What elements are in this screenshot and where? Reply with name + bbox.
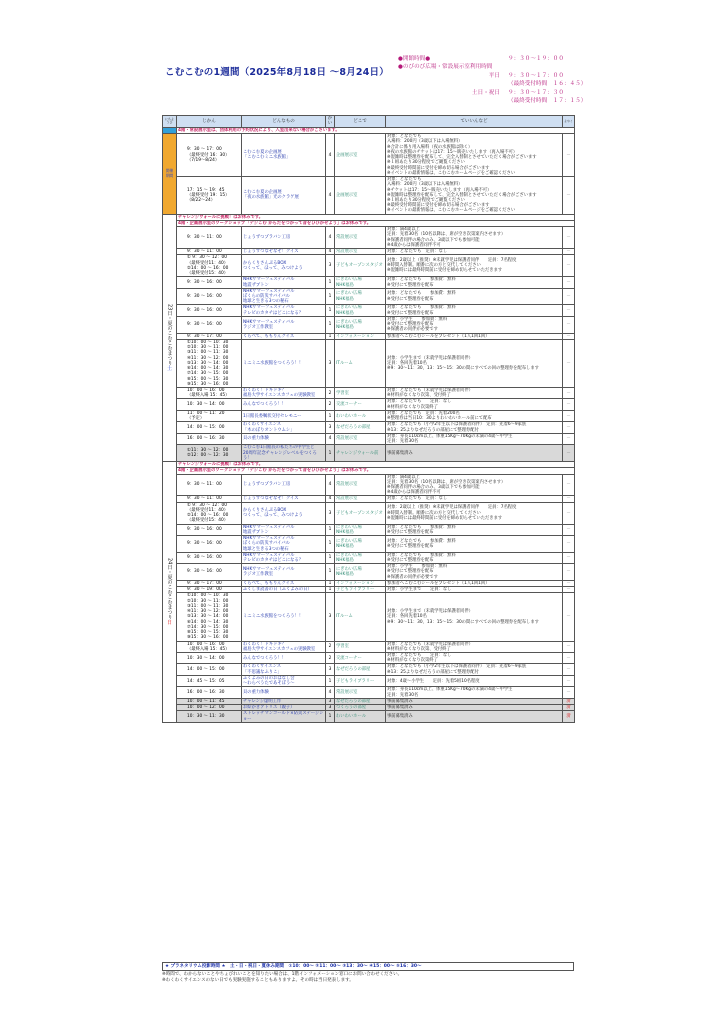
footer xyxy=(162,962,574,984)
event-name: みんなでつくろう！！ xyxy=(242,399,326,410)
event-time: 9：30 ～ 11：00 xyxy=(177,474,242,496)
event-place: わいわいホール xyxy=(335,410,386,421)
event-place: 企画展示室 xyxy=(335,177,386,215)
table-row xyxy=(163,410,575,421)
header-when: じかん xyxy=(177,116,242,128)
event-name: ミニミニ水族館をつくろう！！ xyxy=(242,339,326,387)
event-mark: － xyxy=(563,277,575,288)
event-floor: 4 xyxy=(326,249,335,255)
event-name: じょうずつなぞなぞ！クイズ xyxy=(242,496,326,502)
day-notice-2: 4階・企画展示室のワークショップ「デジこむ からだをつかって音をひびかせよう」はお休みです。 xyxy=(177,220,575,226)
event-mark: － xyxy=(563,687,575,698)
event-mark: 済 xyxy=(563,705,575,711)
event-detail: 対象：2歳以上（推奨）※未就学児は保護者同伴 定員：7名程度 ※時間入替制。順番に次の方と交代してください ※混雑時には最終時間前に受付を締め切らせていただきます xyxy=(386,502,563,524)
event-name: こむこむ夏の企画展 「こむこむミニ水族館」 xyxy=(242,134,326,177)
event-floor: 1 xyxy=(326,316,335,333)
event-detail: 対象：小学生 参加費：無料 ※受付にて整理券を配布 ※保護者の同伴が必要です xyxy=(386,316,563,333)
event-detail: 対象：どなたでも（小学2年生以下は保護者同伴） 定員：先着6～9家族 ※13：25よりなぜだろうの部屋にて整理券配付 xyxy=(386,664,563,675)
hours-value: （最終受付時間 １６：４５） xyxy=(508,81,587,88)
event-mark: － xyxy=(563,536,575,553)
event-place: 子どもライブラリー xyxy=(335,675,386,686)
event-name: こむこむ夏の企画展 「夜の水族館」光のクラゲ展 xyxy=(242,177,326,215)
table-row xyxy=(163,255,575,277)
hours-value: ９：３０～１７：００ xyxy=(508,72,564,79)
event-mark: － xyxy=(563,333,575,339)
hours-line xyxy=(398,63,586,71)
event-detail: 対象：どなたでも（小学2年生以下は保護者同伴） 定員：先着6～9家族 ※13：25よりなぜだろうの部屋にて整理券配付 xyxy=(386,422,563,433)
header-floor: かい xyxy=(326,116,335,128)
event-mark: － xyxy=(563,255,575,277)
event-mark: － xyxy=(563,593,575,641)
event-time: 9：30 ～ 16：00 xyxy=(177,316,242,333)
hours-line xyxy=(398,97,586,105)
footer-note-2: ※わくわくサイエンスのない日でも実験実施することもありますよ。その時は当日発表します。 xyxy=(162,978,354,984)
event-time: 10：00 ～ 12：00 xyxy=(177,705,242,711)
table-row xyxy=(163,433,575,444)
event-place: にぎわい広場 NHK福島 xyxy=(335,305,386,316)
event-detail: 対象：どなたでも 定員：なし xyxy=(386,496,563,502)
event-mark: － xyxy=(563,422,575,433)
event-mark: － xyxy=(563,675,575,686)
table-row xyxy=(163,134,575,177)
event-name: ミニミニ水族館をつくろう！！ xyxy=(242,593,326,641)
event-floor: 1 xyxy=(326,288,335,305)
event-floor: 1 xyxy=(326,524,335,535)
event-detail: 対象：身長110cm以上、体重15Kg～70Kgの未満の4歳～中学生 定員：先着30名 xyxy=(386,687,563,698)
event-mark: － xyxy=(563,410,575,421)
event-time: 10：30 ～ 11：30 xyxy=(177,711,242,722)
table-row xyxy=(163,288,575,305)
event-detail: 対象：どなたでも（未就学児は保護者同伴） ※材料がなくなり次第、受付終了 xyxy=(386,641,563,652)
hours-label xyxy=(398,80,508,88)
event-name: くらべて、ももりんクイズ xyxy=(242,333,326,339)
day-label xyxy=(163,214,177,461)
event-detail: 事前募集済み xyxy=(386,445,563,462)
page-title: こむこむの1週間（2025年8月18日 ～8月24日） xyxy=(165,67,389,78)
event-name: NHKサマーフェスティバル 地震ザブトン xyxy=(242,524,326,535)
event-floor: 4 xyxy=(326,227,335,249)
table-row xyxy=(163,399,575,410)
table-row xyxy=(163,177,575,215)
event-place: にぎわい広場 NHK福島 xyxy=(335,552,386,563)
event-time: 14：00 ～ 15：00 xyxy=(177,664,242,675)
event-time: 9：30 ～ 16：00 xyxy=(177,564,242,581)
hours-line xyxy=(398,80,586,88)
event-floor: 1 xyxy=(326,675,335,686)
event-mark: － xyxy=(563,524,575,535)
hours-line xyxy=(398,89,586,97)
event-time: 14：45 ～ 15：05 xyxy=(177,675,242,686)
event-time: ①10：00 ～ 10：30 ②10：30 ～ 11：00 ③11：00 ～ 11：30 ④11：30 ～ 12：00 ⑤13：30 ～ 14：00 ⑥14：00 ～ 14：30 ⑦14：30 ～ 15：00 ⑧15：00 ～ 15：30 ⑨15：30 ～ 16：00 xyxy=(177,339,242,387)
table-row xyxy=(163,711,575,722)
table-row xyxy=(163,445,575,462)
event-detail: 対象：4歳～小学生 定員：先着5組10名程度 xyxy=(386,675,563,686)
event-place: インフォメーション xyxy=(335,580,386,586)
table-header-row xyxy=(163,116,575,128)
table-row xyxy=(163,675,575,686)
event-place: 常設展示室 xyxy=(335,249,386,255)
event-name: NHKサマーフェスティバル テレビのカタチはどこになる？ xyxy=(242,305,326,316)
event-floor: 4 xyxy=(326,474,335,496)
event-name: じょうずつプラバン工房 xyxy=(242,227,326,249)
event-mark: － xyxy=(563,249,575,255)
header-where: どこで xyxy=(335,116,386,128)
event-detail: 対象：どなたでも 定員：先着200名 ※整理券は当日10：30よりわいわいホール前にて配布 xyxy=(386,410,563,421)
day-notice-2: 4階・企画展示室のワークショップ「デジこむ からだをつかって音をひびかせよう」はお休みです。 xyxy=(177,468,575,474)
event-detail: 対象：どなたでも 定員：なし ※材料がなくなり次第終了 xyxy=(386,399,563,410)
event-floor: 2 xyxy=(326,641,335,652)
table-row xyxy=(163,664,575,675)
event-mark: － xyxy=(563,399,575,410)
event-floor: 3 xyxy=(326,664,335,675)
event-mark: － xyxy=(563,564,575,581)
table-row xyxy=(163,564,575,581)
event-time: 10：00 ～ 16：00 （最終入場 15：45） xyxy=(177,387,242,398)
event-place: にぎわい広場 NHK福島 xyxy=(335,524,386,535)
event-place: なぜだろうの部屋 xyxy=(335,422,386,433)
event-name: ふくよみの日のおはなし会 ～わらべうたであそぼう～ xyxy=(242,675,326,686)
event-place: 常設展示室 xyxy=(335,474,386,496)
event-detail: 対象：どなたでも 定員：なし xyxy=(386,249,563,255)
planetarium-schedule: ★ プラネタリウム投影時間 ★ 土・日・祝日・夏休み期間 ①10：00～ ②11：00～ ③13：30～ ④15：00～ ⑤16：30～ xyxy=(162,962,574,971)
event-mark: － xyxy=(563,502,575,524)
event-time: 10：00 ～ 11：45 xyxy=(177,698,242,704)
event-place: 交流コーナー xyxy=(335,653,386,664)
table-row xyxy=(163,387,575,398)
event-floor: 1 xyxy=(326,587,335,593)
event-place: 常設展示室 xyxy=(335,227,386,249)
hours-label: ●のびのび広場・常設展示室利用時間 xyxy=(398,64,493,71)
event-time: ① 9：30 ～ 12：00 （最終受付11：40） ②14：00 ～ 16：00 （最終受付15：40） xyxy=(177,255,242,277)
event-floor: 3 xyxy=(326,255,335,277)
table-row xyxy=(163,305,575,316)
event-time: 9：30 ～ 19：00 xyxy=(177,587,242,593)
event-time: 9：30 ～ 16：00 xyxy=(177,288,242,305)
event-name: からくりさんぷるBOX つくって、ほって、みつけよう xyxy=(242,255,326,277)
hours-label xyxy=(398,97,508,105)
event-name: ふくしま読書の日（ふくよみの日） xyxy=(242,587,326,593)
event-mark: － xyxy=(563,177,575,215)
event-name: 貝の重力体験 xyxy=(242,687,326,698)
event-mark: － xyxy=(563,580,575,586)
event-detail: 参加者へこむこむシールをプレゼント（1人1回1回） xyxy=(386,580,563,586)
day-date: 23日・夏のこむこむまつり xyxy=(166,304,173,366)
day-of-week: 土 xyxy=(166,365,172,372)
event-floor: 3 xyxy=(326,422,335,433)
hours-value: （最終受付時間 １７：１５） xyxy=(508,97,587,104)
event-time: 9：30 ～ 16：00 xyxy=(177,277,242,288)
table-row xyxy=(163,653,575,664)
hours-value: ９：３０～１９：００ xyxy=(508,56,564,62)
event-name: みんなでつくろう！！ xyxy=(242,653,326,664)
event-mark: － xyxy=(563,653,575,664)
event-name: お絵かきアトリエ（親子） xyxy=(242,705,326,711)
event-detail: 事前募集済み xyxy=(386,705,563,711)
event-place: 常設展示室 xyxy=(335,433,386,444)
event-time: 9：30 ～ 11：00 xyxy=(177,227,242,249)
event-name: NHKサマーフェスティバル ラジオ工作教室 xyxy=(242,316,326,333)
table-row xyxy=(163,277,575,288)
event-name: ストレッチマンゴールド×防災ステージショー xyxy=(243,711,324,722)
event-mark: － xyxy=(563,496,575,502)
event-detail: 対象：どなたでも 参加費：無料 ※受付にて整理券を配布 xyxy=(386,552,563,563)
event-name: わくわく！ドキドキ？ 福島大学サイエンスカフェの実験教室 xyxy=(242,641,326,652)
event-floor: 1 xyxy=(326,277,335,288)
event-floor: 4 xyxy=(326,496,335,502)
day-label xyxy=(163,462,177,723)
event-detail: 対象：どなたでも（未就学児は保護者同伴） ※材料がなくなり次第、受付終了 xyxy=(386,387,563,398)
event-floor: 1 xyxy=(326,711,335,722)
event-place: にぎわい広場 NHK福島 xyxy=(335,564,386,581)
table-row xyxy=(163,474,575,496)
event-place: チャレンジウォール前 xyxy=(335,445,386,462)
event-name: わくわくサイエンス 「不思議なふりこ」 xyxy=(242,664,326,675)
event-time: 16：00 ～ 16：30 xyxy=(177,433,242,444)
table-row xyxy=(163,502,575,524)
event-time: ①11：30 ～ 12：00 ②12：00 ～ 12：30 xyxy=(177,445,242,462)
event-detail: 対象：どなたでも 参加費：無料 ※受付にて整理券を配布 xyxy=(386,277,563,288)
event-floor: 4 xyxy=(326,687,335,698)
event-time: 9：30 ～ 11：00 xyxy=(177,249,242,255)
day-date: 24日・夏のこむこむまつり xyxy=(166,558,173,620)
event-floor: 1 xyxy=(326,410,335,421)
event-time: ① 9：30 ～ 12：00 （最終受付11：40） ②14：00 ～ 16：00 （最終受付15：40） xyxy=(177,502,242,524)
event-place: なぜだろうの部屋 xyxy=(335,664,386,675)
event-time: 9：30 ～ 16：00 xyxy=(177,305,242,316)
event-place: 常設展示室 xyxy=(335,496,386,502)
event-name: わくわくサイエンス 「木のぼりオントウムシ」 xyxy=(242,422,326,433)
event-mark: － xyxy=(563,445,575,462)
event-mark: － xyxy=(563,134,575,177)
period-label: 開催期間 xyxy=(163,134,177,215)
event-detail: 対象：どなたでも 参加費：無料 ※受付にて整理券を配布 xyxy=(386,524,563,535)
event-place: 学習室 xyxy=(335,641,386,652)
event-time: 11：00 ～ 11：20 （予定） xyxy=(177,410,242,421)
event-mark: － xyxy=(563,288,575,305)
event-mark: － xyxy=(563,641,575,652)
event-name: こむこむ1日館長の私たちの中学生と 20周年記念チャレンジレベルをつくろう！ xyxy=(242,445,326,462)
event-floor: 1 xyxy=(326,552,335,563)
header-day: にちようび xyxy=(163,116,177,128)
event-floor: 4 xyxy=(326,134,335,177)
event-time: 10：00 ～ 16：00 （最終入場 15：45） xyxy=(177,641,242,652)
table-row xyxy=(163,316,575,333)
hours-label: 土日・祝日 xyxy=(472,89,500,96)
event-mark: － xyxy=(563,387,575,398)
event-place: ITルーム xyxy=(335,339,386,387)
event-place: つくろうの部屋 xyxy=(335,705,386,711)
event-detail: 対象：どなたでも 入場料：200円（3歳以下は入場無料） ※合計に係り用入場料（夜の水族館は除く） ※夜の水族館のチケットは17：15～販売いたします（再入場不可） ※混雑時は整理券を配布して、完全入替制とさせていただく場合がございます ※１組あたり30分程度でご観覧ください ※最終受付時間前に受付を締め切る場合がございます ※イベントの最新情報は、こむこむホームページをご確認ください xyxy=(386,134,563,177)
event-place: 常設展示室 xyxy=(335,687,386,698)
table-row xyxy=(163,552,575,563)
event-detail: 対象：小学生 参加費：無料 ※受付にて整理券を配布 ※保護者の同伴が必要です xyxy=(386,564,563,581)
event-floor: 3 xyxy=(326,705,335,711)
event-name: からくりさんぷるBOX つくって、ほって、みつけよう xyxy=(242,502,326,524)
header-what: どんなもの xyxy=(242,116,326,128)
opening-hours xyxy=(398,55,586,105)
event-floor: 2 xyxy=(326,399,335,410)
hours-label: 平日 xyxy=(488,72,500,79)
event-time: 9：30 ～ 11：00 xyxy=(177,496,242,502)
table-row xyxy=(163,422,575,433)
event-time: ①10：00 ～ 10：30 ②10：30 ～ 11：00 ③11：00 ～ 11：30 ④11：30 ～ 12：00 ⑤13：30 ～ 14：00 ⑥14：00 ～ 14：30 ⑦14：30 ～ 15：00 ⑧15：00 ～ 15：30 ⑨15：30 ～ 16：00 xyxy=(177,593,242,641)
event-place: わいわいホール xyxy=(335,711,386,722)
event-detail: 参加者へこむこむシールをプレゼント（1人1回1回） xyxy=(386,333,563,339)
footer-note-1: ※時間で、わからないことやちょびれいことを知りたい場合は、1階インフォメーション窓口にお問い合わせください。 xyxy=(162,972,403,978)
event-place: 子どもオープンスタジオ xyxy=(335,255,386,277)
table-row xyxy=(163,339,575,387)
event-name: NHKサマーフェスティバル ぼくらの防災サバイバル 地球と生きる3つの秘石 xyxy=(242,288,326,305)
event-time: 14：00 ～ 15：00 xyxy=(177,422,242,433)
event-floor: 1 xyxy=(326,445,335,462)
event-place: 子どもオープンスタジオ xyxy=(335,502,386,524)
event-detail: 対象：満4歳以上 定員：先着30名（10名以降は、席が空き次第案内させます） ※保護者同伴の場合のみ、3歳以下でも参加可能 ※4歳からは保護者同伴不可 xyxy=(386,474,563,496)
event-place: にぎわい広場 NHK福島 xyxy=(335,277,386,288)
event-detail: 対象：どなたでも 参加費：無料 ※受付にて整理券を配布 xyxy=(386,288,563,305)
event-place: にぎわい広場 NHK福島 xyxy=(335,316,386,333)
event-floor: 3 xyxy=(326,339,335,387)
event-detail: 対象：2歳以上（推奨）※未就学児は保護者同伴 定員：7名程度 ※時間入替制。順番に次の方と交代してください ※混雑時には最終時間前に受付を締め切らせていただきます xyxy=(386,255,563,277)
event-place: 交流コーナー xyxy=(335,399,386,410)
event-place: 学習室 xyxy=(335,387,386,398)
event-detail: 対象：小学生まで（未就学児は保護者同伴） 定員：各回先着10名 ※9：30～11：30、13：15～15：30の間にすべての回の整理券を配布します xyxy=(386,339,563,387)
event-name: NHKサマーフェスティバル 地震ザブトン xyxy=(242,277,326,288)
event-place: 子どもライブラリー xyxy=(335,587,386,593)
event-name: チャレンジ虚明工作 xyxy=(242,698,326,704)
event-mark: － xyxy=(563,316,575,333)
top-notice: 4階・常設展示室は、団体利用の予約状況により、入室出来ない場合がございます。 xyxy=(177,127,575,133)
event-floor: 3 xyxy=(326,593,335,641)
event-floor: 1 xyxy=(326,305,335,316)
event-mark: － xyxy=(563,474,575,496)
event-place: 企画展示室 xyxy=(335,134,386,177)
event-time: 16：00 ～ 16：30 xyxy=(177,687,242,698)
event-name: 貝の重力体験 xyxy=(242,433,326,444)
event-floor: 1 xyxy=(326,333,335,339)
header-mark: よやく xyxy=(563,116,575,128)
event-place: なぜだろうの部屋 xyxy=(335,698,386,704)
event-detail: 対象：小学生まで（未就学児は保護者同伴） 定員：各回先着10名 ※9：30～11：30、13：15～15：30の間にすべての回の整理券を配布します xyxy=(386,593,563,641)
hours-label: ●開館時間● xyxy=(398,56,431,62)
event-floor: 3 xyxy=(326,698,335,704)
event-detail: 事前募集済み xyxy=(386,711,563,722)
event-detail: 対象：どなたでも 参加費：無料 ※受付にて整理券を配布 xyxy=(386,305,563,316)
event-detail: 対象：小学生まで 定員：なし xyxy=(386,587,563,593)
event-place: にぎわい広場 NHK福島 xyxy=(335,288,386,305)
event-mark: － xyxy=(563,227,575,249)
event-detail: 対象：満4歳以上 定員：先着30名（10名以降は、席が空き次第案内させます） ※保護者同伴の場合のみ、3歳以下でも参加可能 ※4歳からは保護者同伴不可 xyxy=(386,227,563,249)
event-time: 9：30 ～ 17：00 xyxy=(177,333,242,339)
day-notice-1: チャレンジウォールに挑戦！はお休みです。 xyxy=(177,214,575,220)
table-row xyxy=(163,536,575,553)
event-place: インフォメーション xyxy=(335,333,386,339)
event-place: にぎわい広場 NHK福島 xyxy=(335,536,386,553)
schedule-table xyxy=(162,115,575,723)
hours-line xyxy=(398,55,586,63)
event-floor: 1 xyxy=(326,580,335,586)
event-name: NHKサマーフェスティバル ぼくらの防災サバイバル 地球と生きる3つの秘石 xyxy=(242,536,326,553)
event-mark: － xyxy=(563,305,575,316)
event-detail: 対象：どなたでも 定員：なし ※材料がなくなり次第終了 xyxy=(386,653,563,664)
event-mark: － xyxy=(563,433,575,444)
event-floor: 4 xyxy=(326,433,335,444)
event-time: 9：30 ～ 16：00 xyxy=(177,536,242,553)
event-time: 9：30 ～ 17：00 （最終受付 16：30） （7/19～8/24） xyxy=(177,134,242,177)
event-place: ITルーム xyxy=(335,593,386,641)
event-time: 9：30 ～ 17：00 xyxy=(177,580,242,586)
event-mark: 済 xyxy=(563,711,575,722)
event-name: じょうずつなぞなぞ！クイズ xyxy=(242,249,326,255)
table-row xyxy=(163,687,575,698)
table-row xyxy=(163,524,575,535)
event-floor: 1 xyxy=(326,536,335,553)
event-name: NHKサマーフェスティバル テレビのカタチはどこになる？ xyxy=(242,552,326,563)
day-of-week: 日 xyxy=(166,619,172,626)
event-mark: － xyxy=(563,587,575,593)
event-detail: 対象：どなたでも 参加費：無料 ※受付にて整理券を配布 xyxy=(386,536,563,553)
event-name: NHKサマーフェスティバル ラジオ工作教室 xyxy=(242,564,326,581)
event-detail: 対象：身長110cm以上、体重15Kg～70Kgの未満の4歳～中学生 定員：先着30名 xyxy=(386,433,563,444)
header-detail: ていいんなど xyxy=(386,116,563,128)
table-row xyxy=(163,227,575,249)
event-name: くらべて、ももりんクイズ xyxy=(242,580,326,586)
event-time: 10：30 ～ 14：00 xyxy=(177,653,242,664)
event-detail: 対象：どなたでも 入場料：200円（3歳以下は入場無料） ※チケットは17：15～販売いたします（再入場不可） ※混雑時は整理券を配布して、完全入替制とさせていただく場合がございます ※１組あたり30分程度でご観覧ください ※最終受付時間前に受付を締め切る場合がございます ※イベントの最新情報は、こむこむホームページをご確認ください xyxy=(386,177,563,215)
hours-value: ９：３０～１７：３０ xyxy=(508,89,564,96)
event-mark: － xyxy=(563,339,575,387)
event-name: わくわく！ドキドキ？ 福島大学サイエンスカフェの実験教室 xyxy=(242,387,326,398)
event-detail: 事前募集済み xyxy=(386,698,563,704)
event-name: じょうずつプラバン工房 xyxy=(242,474,326,496)
event-floor: 2 xyxy=(326,653,335,664)
event-floor: 1 xyxy=(326,564,335,581)
event-floor: 2 xyxy=(326,387,335,398)
event-mark: － xyxy=(563,664,575,675)
event-time: 17：15 ～ 19：45 （最終受付 19：15） （8/22～24） xyxy=(177,177,242,215)
event-mark: 済 xyxy=(563,698,575,704)
event-mark: － xyxy=(563,552,575,563)
table-row xyxy=(163,593,575,641)
event-floor: 3 xyxy=(326,502,335,524)
event-time: 9：30 ～ 16：00 xyxy=(177,552,242,563)
event-time: 9：30 ～ 16：00 xyxy=(177,524,242,535)
event-name: 1日館長委嘱状交付セレモニー xyxy=(242,410,326,421)
table-row xyxy=(163,641,575,652)
day-notice-1: チャレンジウォールに挑戦！はお休みです。 xyxy=(177,462,575,468)
event-time: 10：30 ～ 14：00 xyxy=(177,399,242,410)
hours-line xyxy=(398,72,586,80)
event-floor: 4 xyxy=(326,177,335,215)
